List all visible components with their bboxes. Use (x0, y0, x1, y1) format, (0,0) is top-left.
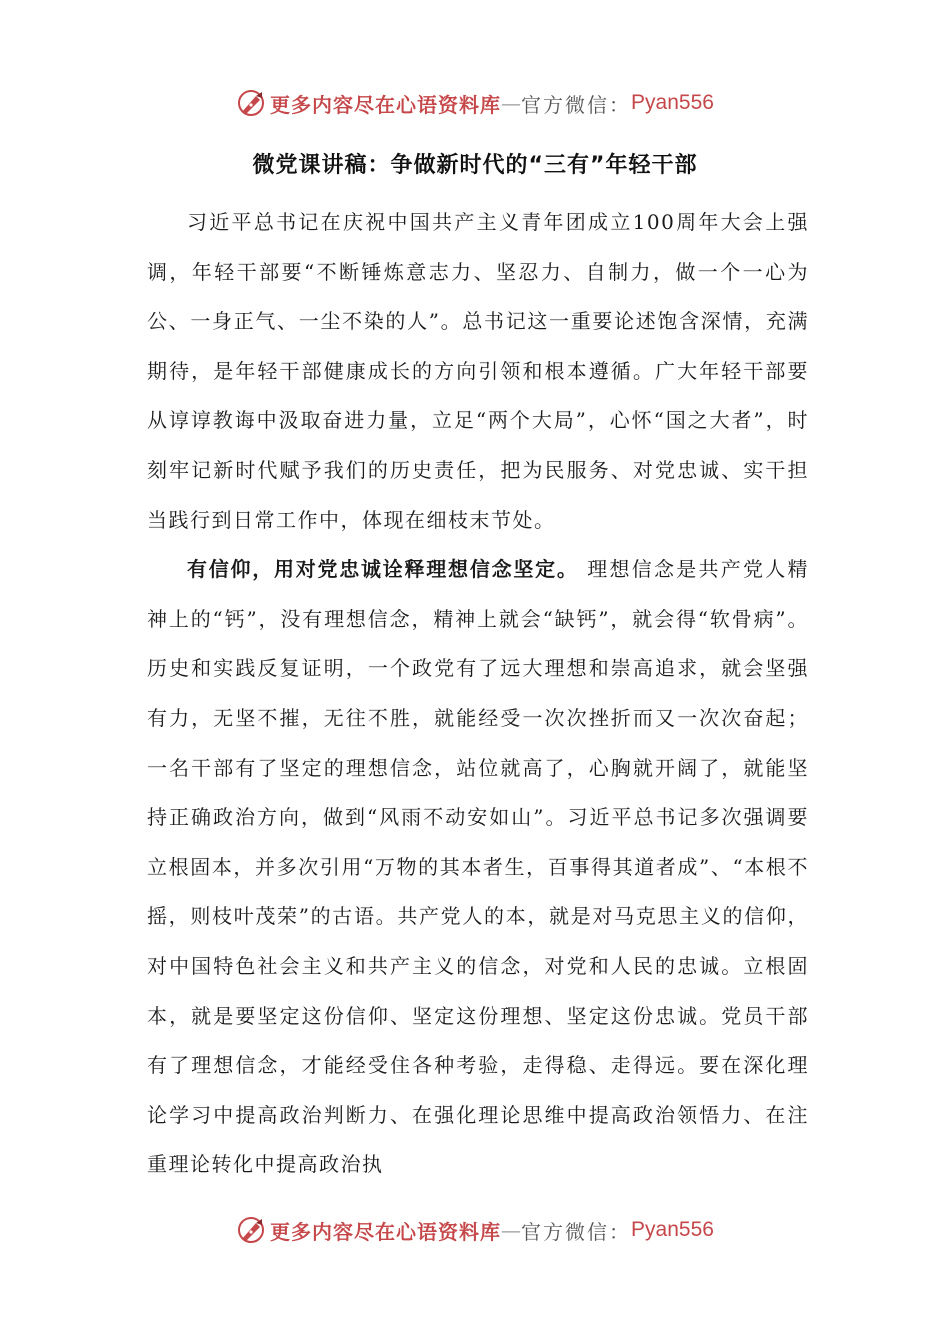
pen-nib-icon (236, 1215, 266, 1245)
document-body (147, 198, 809, 1190)
footer-official-label: 官方微信： (521, 1219, 632, 1244)
banner-dash: — (501, 91, 522, 115)
paragraph-1: 习近平总书记在庆祝中国共产主义青年团成立100周年大会上强调，年轻干部要“不断锤炼意志力、坚忍力、自制力，做一个一心为公、一身正气、一尘不染的人”。总书记这一重要论述饱含深情，充满期待，是年轻干部健康成长的方向引领和根本遵循。广大年轻干部要从谆谆教诲中汲取奋进力量，立足“两个大局”，心怀“国之大者”，时刻牢记新时代赋予我们的历史责任，把为民服务、对党忠诚、实干担当践行到日常工作中，体现在细枝末节处。 (147, 210, 809, 532)
pen-nib-icon (236, 88, 266, 118)
banner-official-label: 官方微信： (521, 92, 632, 117)
banner-wechat-id: Pyan556 (631, 91, 714, 114)
document-title: 微党课讲稿：争做新时代的“三有”年轻干部 (252, 153, 698, 178)
footer-brand-text: 更多内容尽在心语资料库 (270, 1219, 502, 1244)
paragraph-2-lead: 有信仰，用对党忠诚诠释理想信念坚定。 (187, 557, 579, 582)
header-banner (0, 83, 950, 123)
footer-dash: — (501, 1218, 522, 1242)
paragraph-2-body: 理想信念是共产党人精神上的“钙”，没有理想信念，精神上就会“缺钙”，就会得“软骨病”。历史和实践反复证明，一个政党有了远大理想和崇高追求，就会坚强有力，无坚不摧，无往不胜，就能经受一次次挫折而又一次次奋起；一名干部有了坚定的理想信念，站位就高了，心胸就开阔了，就能坚持正确政治方向，做到“风雨不动安如山”。习近平总书记多次强调要立根固本，并多次引用“万物的其本者生，百事得其道者成”、“本根不摇，则枝叶茂荣”的古语。共产党人的本，就是对马克思主义的信仰，对中国特色社会主义和共产主义的信念，对党和人民的忠诚。立根固本，就是要坚定这份信仰、坚定这份理想、坚定这份忠诚。党员干部有了理想信念，才能经受住各种考验，走得稳、走得远。要在深化理论学习中提高政治判断力、在强化理论思维中提高政治领悟力、在注重理论转化中提高政治执 (147, 557, 810, 1177)
paragraph-2 (147, 545, 809, 1190)
banner-brand-text: 更多内容尽在心语资料库 (270, 92, 502, 117)
footer-wechat-id: Pyan556 (631, 1218, 714, 1241)
footer-banner (0, 1210, 950, 1250)
